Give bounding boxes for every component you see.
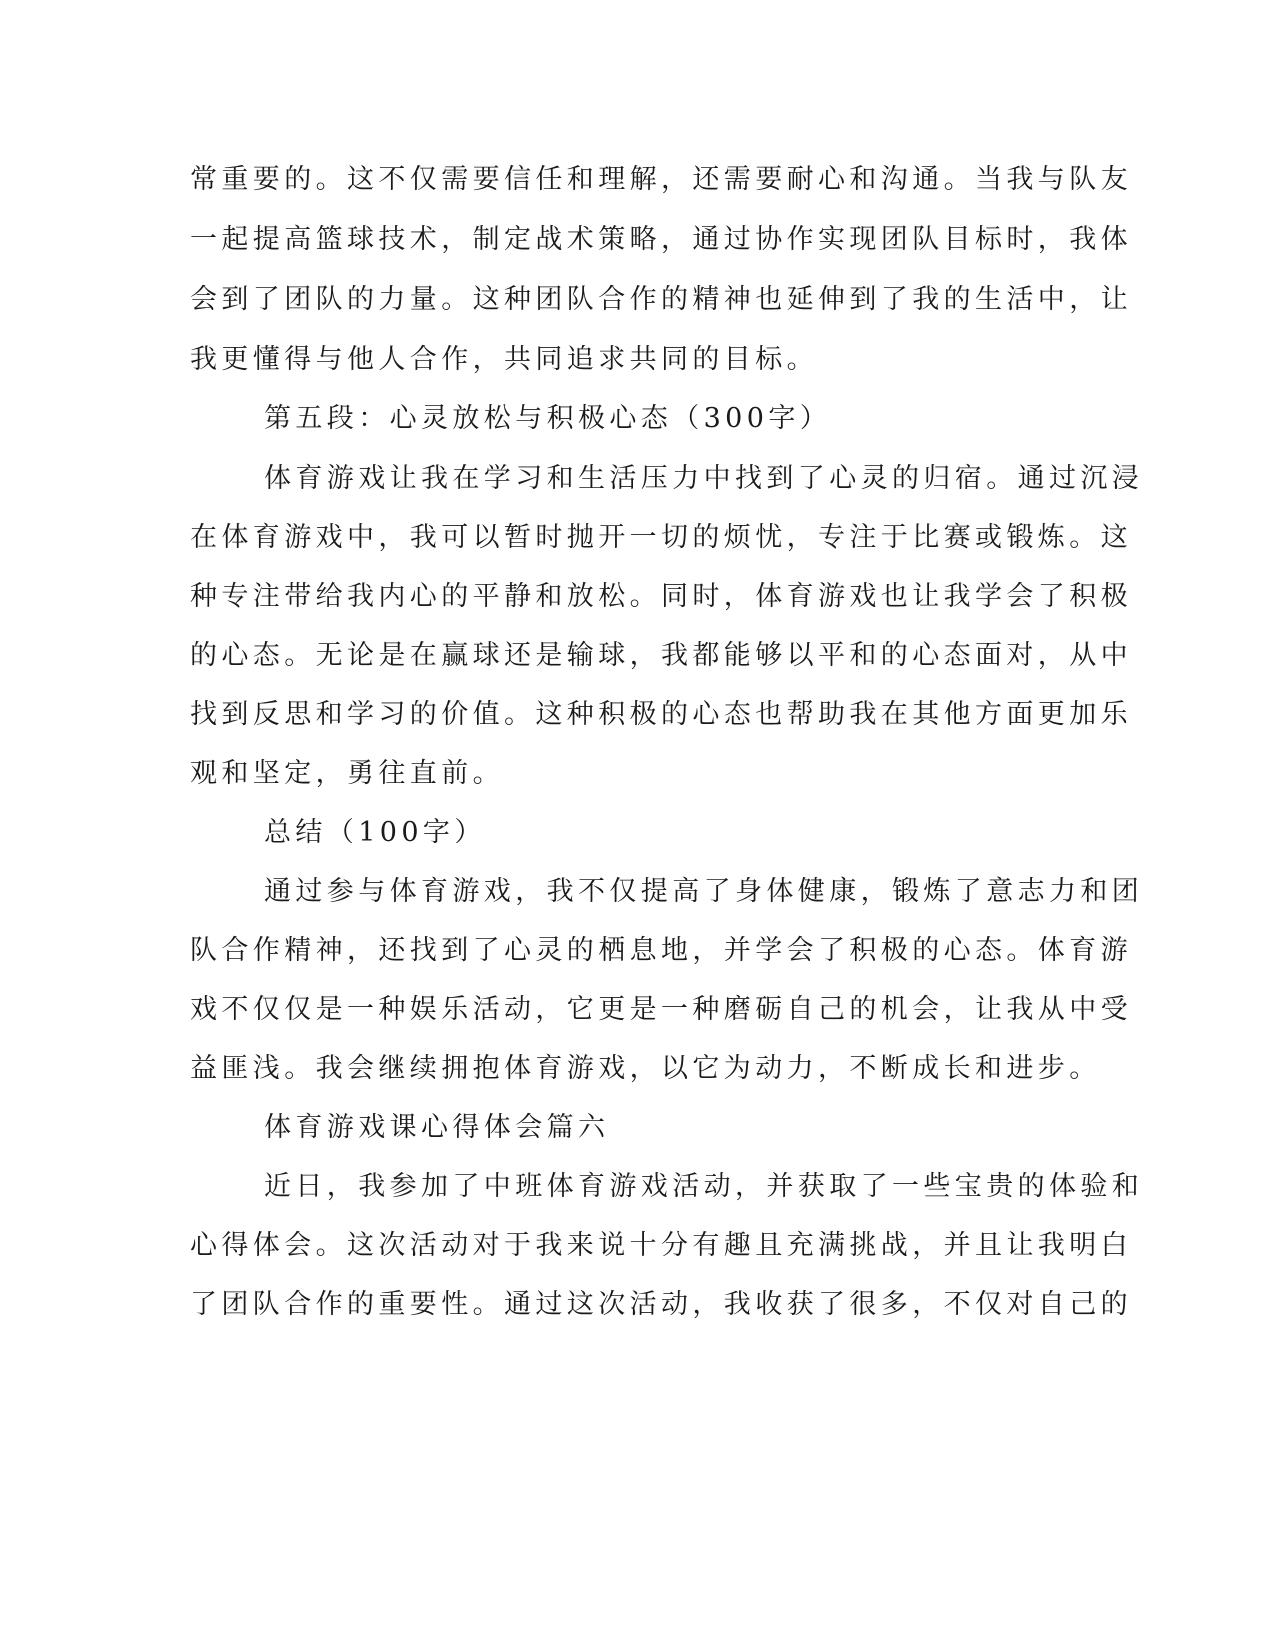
paragraph-line: 近日，我参加了中班体育游戏活动，并获取了一些宝贵的体验和 xyxy=(264,1171,1144,1202)
paragraph-line: 通过参与体育游戏，我不仅提高了身体健康，锻炼了意志力和团 xyxy=(264,876,1144,907)
paragraph-line: 体育游戏让我在学习和生活压力中找到了心灵的归宿。通过沉浸 xyxy=(264,463,1144,494)
paragraph-line: 心得体会。这次活动对于我来说十分有趣且充满挑战，并且让我明白 xyxy=(190,1230,1132,1261)
paragraph-line: 一起提高篮球技术，制定战术策略，通过协作实现团队目标时，我体 xyxy=(190,224,1132,255)
section-heading: 总结（100字） xyxy=(264,817,486,848)
section-heading: 体育游戏课心得体会篇六 xyxy=(264,1112,610,1143)
paragraph-line: 队合作精神，还找到了心灵的栖息地，并学会了积极的心态。体育游 xyxy=(190,935,1132,966)
paragraph-line: 益匪浅。我会继续拥抱体育游戏，以它为动力，不断成长和进步。 xyxy=(190,1053,1101,1084)
paragraph-line: 在体育游戏中，我可以暂时抛开一切的烦忧，专注于比赛或锻炼。这 xyxy=(190,522,1132,553)
paragraph-line: 戏不仅仅是一种娱乐活动，它更是一种磨砺自己的机会，让我从中受 xyxy=(190,994,1132,1025)
paragraph-line: 观和坚定，勇往直前。 xyxy=(190,758,504,789)
paragraph-line: 了团队合作的重要性。通过这次活动，我收获了很多，不仅对自己的 xyxy=(190,1289,1132,1320)
paragraph-line: 会到了团队的力量。这种团队合作的精神也延伸到了我的生活中，让 xyxy=(190,284,1132,315)
section-heading: 第五段：心灵放松与积极心态（300字） xyxy=(264,403,832,434)
paragraph-line: 找到反思和学习的价值。这种积极的心态也帮助我在其他方面更加乐 xyxy=(190,699,1132,730)
paragraph-line: 的心态。无论是在赢球还是输球，我都能够以平和的心态面对，从中 xyxy=(190,640,1132,671)
paragraph-line: 种专注带给我内心的平静和放松。同时，体育游戏也让我学会了积极 xyxy=(190,581,1132,612)
paragraph-line: 常重要的。这不仅需要信任和理解，还需要耐心和沟通。当我与队友 xyxy=(190,164,1132,195)
paragraph-line: 我更懂得与他人合作，共同追求共同的目标。 xyxy=(190,344,818,375)
